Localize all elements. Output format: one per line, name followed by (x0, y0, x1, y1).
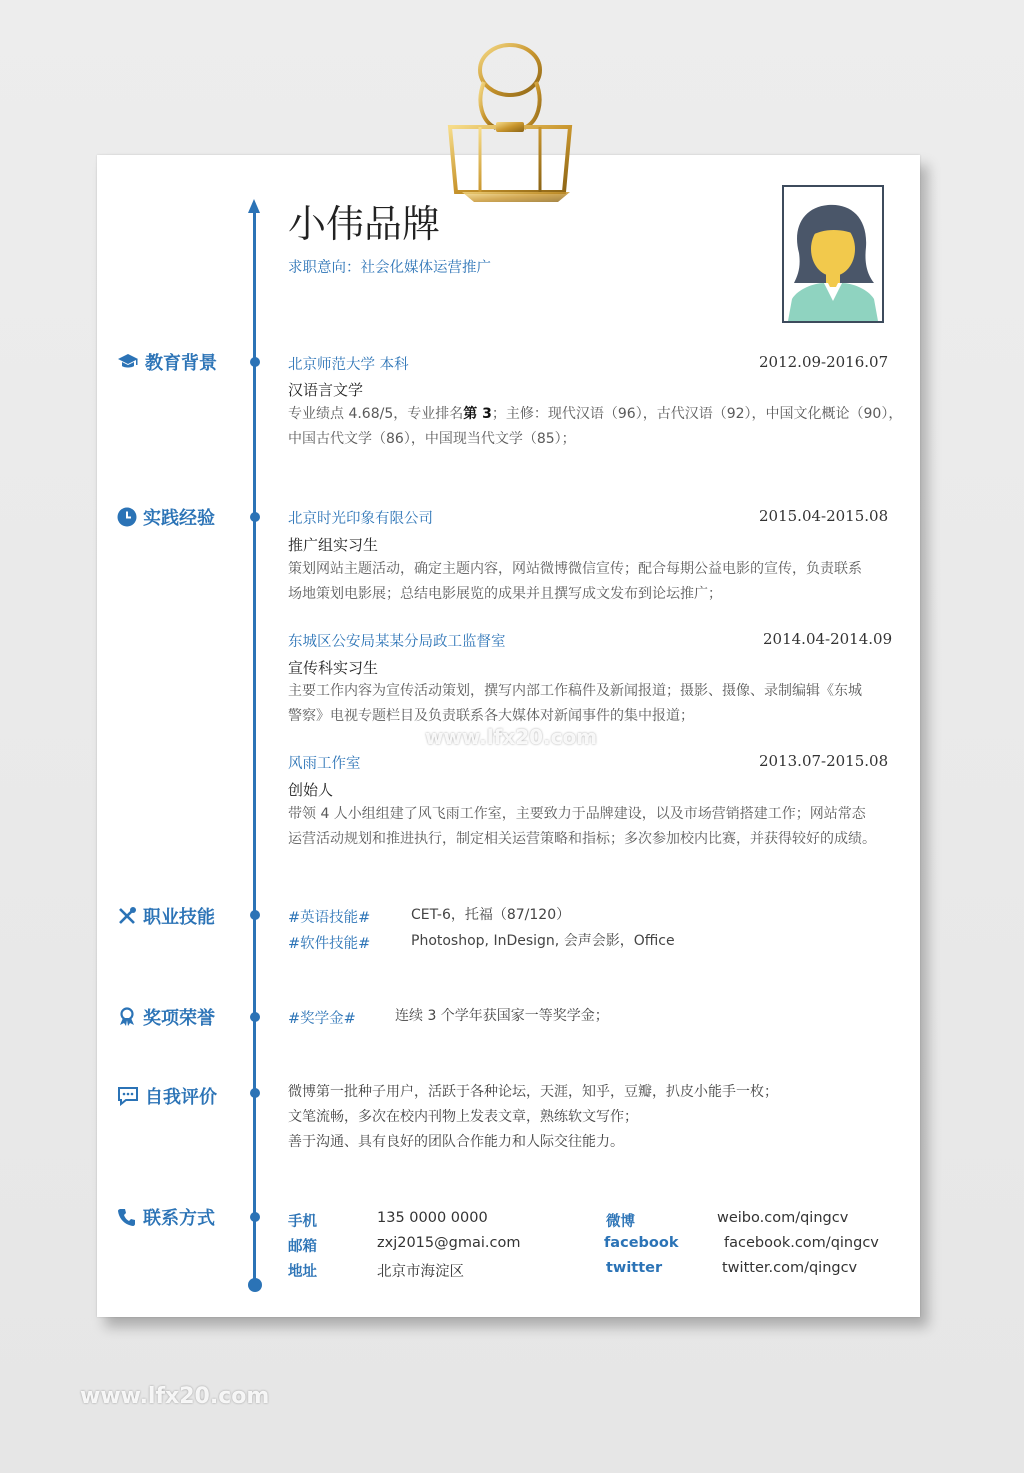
timeline-arrow (248, 199, 260, 213)
experience-1-org: 北京时光印象有限公司 (288, 511, 433, 527)
timeline-dot-education (250, 357, 260, 367)
timeline-dot-self-eval (250, 1088, 260, 1098)
skill-1-value: CET-6，托福（87/120） (411, 907, 571, 923)
section-title-self-eval: 自我评价 (117, 1083, 217, 1109)
experience-1-desc-line2: 场地策划电影展；总结电影展览的成果并且撰写成文发布到论坛推广； (288, 586, 722, 602)
chat-bubble-icon (117, 1086, 139, 1106)
skill-1-tag: #英语技能# (288, 910, 371, 926)
contact-address-label: 地址 (288, 1264, 317, 1280)
section-title-education: 教育背景 (117, 349, 217, 375)
contact-email-label: 邮箱 (288, 1239, 317, 1255)
experience-2-role: 宣传科实习生 (288, 659, 379, 677)
contact-facebook[interactable]: facebook.com/qingcv (724, 1235, 879, 1251)
experience-3-desc-line2: 运营活动规划和推进执行，制定相关运营策略和指标；多次参加校内比赛，并获得较好的成绩。 (288, 831, 876, 847)
award-tag: #奖学金# (288, 1011, 356, 1027)
experience-1-desc-line1: 策划网站主题活动，确定主题内容，网站微博微信宣传；配合每期公益电影的宣传，负责联系 (288, 561, 862, 577)
self-eval-line-2: 文笔流畅，多次在校内刊物上发表文章，熟练软文写作； (288, 1109, 638, 1125)
avatar-icon (784, 187, 882, 321)
contact-address: 北京市海淀区 (377, 1264, 464, 1280)
award-value: 连续 3 个学年获国家一等奖学金； (395, 1008, 609, 1024)
education-date: 2012.09-2016.07 (759, 353, 889, 371)
clock-icon (117, 507, 137, 527)
tools-icon (117, 906, 137, 926)
contact-email[interactable]: zxj2015@gmai.com (377, 1235, 521, 1251)
education-desc-line1: 专业绩点 4.68/5，专业排名第 3；主修：现代汉语（96），古代汉语（92），中国文化概论（90）， (288, 406, 903, 422)
experience-2-date: 2014.04-2014.09 (763, 630, 893, 648)
skill-2-value: Photoshop, InDesign, 会声会影，Office (411, 933, 675, 949)
award-ribbon-icon (117, 1007, 137, 1027)
contact-weibo-label: 微博 (606, 1214, 635, 1230)
education-school: 北京师范大学 本科 (288, 357, 409, 373)
timeline-dot-contact (250, 1212, 260, 1222)
experience-1-date: 2015.04-2015.08 (759, 507, 889, 525)
section-title-experience: 实践经验 (117, 504, 215, 530)
contact-twitter[interactable]: twitter.com/qingcv (722, 1260, 858, 1276)
section-title-skills: 职业技能 (117, 903, 215, 929)
section-title-contact: 联系方式 (117, 1204, 215, 1230)
watermark-bottom: www.lfx20.com (80, 1384, 270, 1409)
contact-weibo[interactable]: weibo.com/qingcv (717, 1210, 849, 1226)
timeline-end-dot (248, 1278, 262, 1292)
experience-2-desc-line1: 主要工作内容为宣传活动策划，撰写内部工作稿件及新闻报道；摄影、摄像、录制编辑《东城 (288, 683, 862, 699)
watermark-center: www.lfx20.com (425, 725, 598, 749)
contact-phone-label: 手机 (288, 1214, 317, 1230)
education-desc-line2: 中国古代文学（86），中国现当代文学（85）； (288, 431, 576, 447)
experience-3-org: 风雨工作室 (288, 756, 361, 772)
experience-2-org: 东城区公安局某某分局政工监督室 (288, 634, 506, 650)
binder-clip-icon (440, 42, 580, 212)
experience-3-date: 2013.07-2015.08 (759, 752, 889, 770)
timeline-line (253, 209, 256, 1281)
experience-3-desc-line1: 带领 4 人小组组建了风飞雨工作室，主要致力于品牌建设，以及市场营销搭建工作；网站常态 (288, 806, 866, 822)
timeline-dot-skills (250, 910, 260, 920)
skill-2-tag: #软件技能# (288, 936, 371, 952)
experience-1-role: 推广组实习生 (288, 536, 379, 554)
education-major: 汉语言文学 (288, 381, 364, 399)
job-objective: 求职意向：社会化媒体运营推广 (288, 260, 491, 276)
experience-3-role: 创始人 (288, 781, 334, 799)
self-eval-line-1: 微博第一批种子用户，活跃于各种论坛，天涯，知乎，豆瓣，扒皮小能手一枚； (288, 1084, 778, 1100)
timeline-dot-experience (250, 512, 260, 522)
resume-paper (97, 155, 920, 1317)
contact-facebook-label: facebook (604, 1235, 679, 1251)
phone-icon (117, 1207, 137, 1227)
section-title-awards: 奖项荣誉 (117, 1004, 215, 1030)
contact-phone: 135 0000 0000 (377, 1210, 488, 1226)
experience-2-desc-line2: 警察》电视专题栏目及负责联系各大媒体对新闻事件的集中报道； (288, 708, 694, 724)
graduation-cap-icon (117, 353, 139, 371)
candidate-name: 小伟品牌 (288, 202, 441, 246)
self-eval-line-3: 善于沟通、具有良好的团队合作能力和人际交往能力。 (288, 1134, 624, 1150)
binder-clip (440, 42, 580, 216)
contact-twitter-label: twitter (606, 1260, 663, 1276)
timeline-dot-awards (250, 1012, 260, 1022)
avatar (782, 185, 884, 323)
